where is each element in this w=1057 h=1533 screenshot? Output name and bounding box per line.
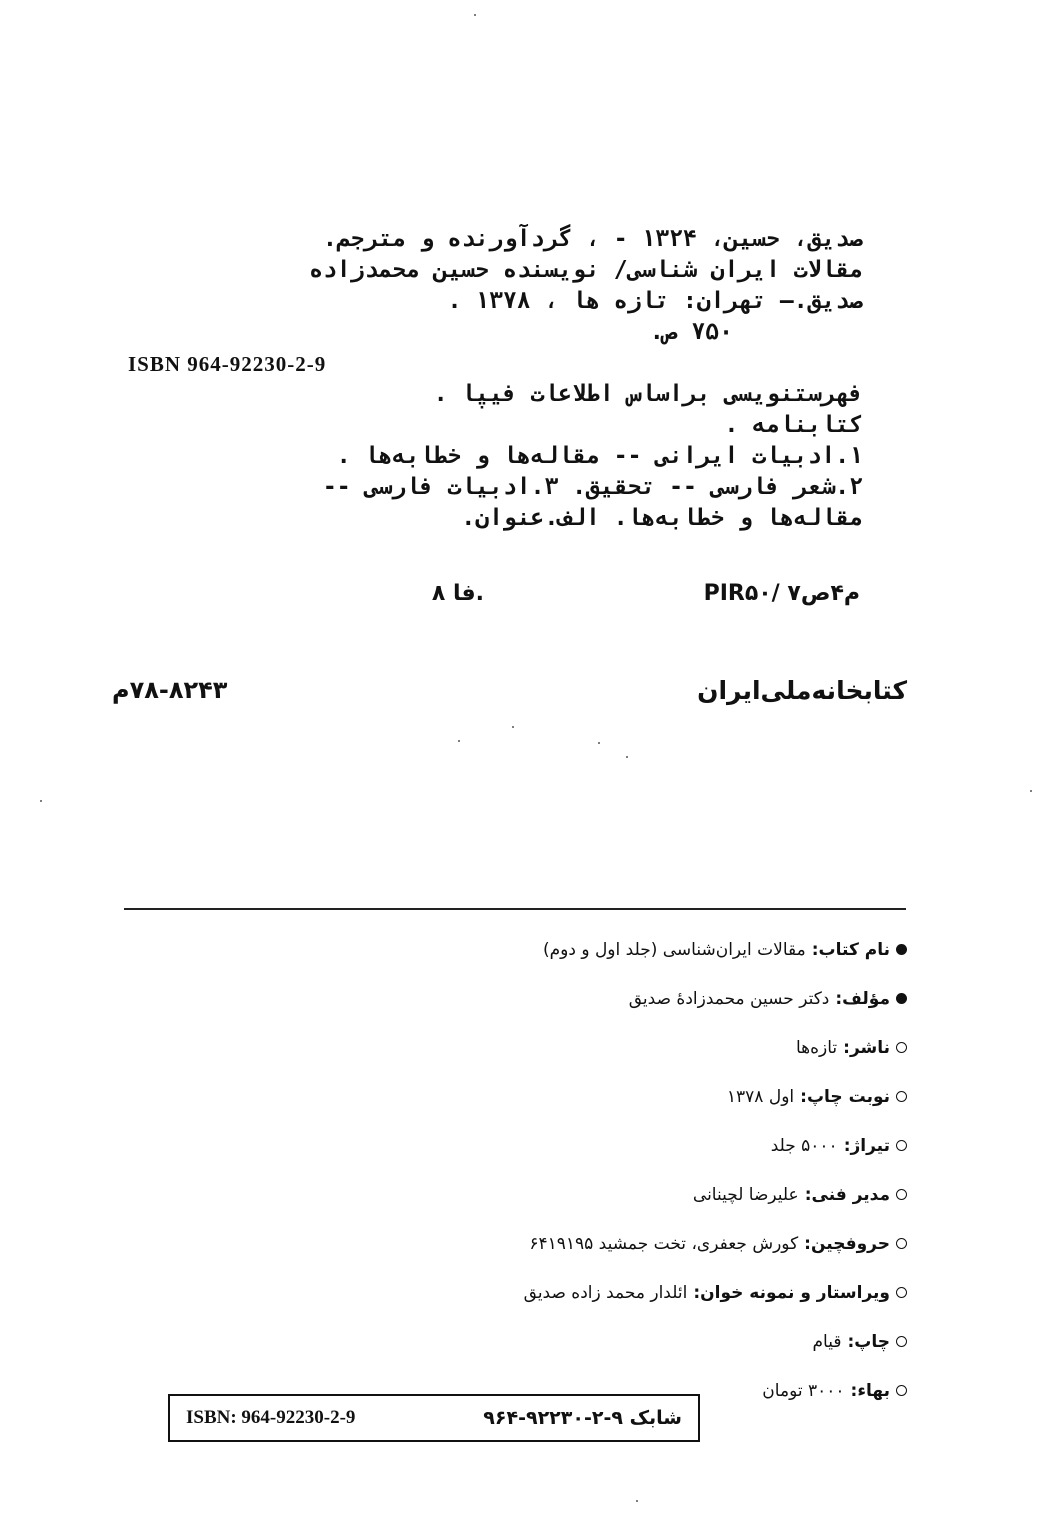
section-divider: [124, 908, 906, 910]
hollow-bullet-icon: [896, 1140, 907, 1151]
detail-value: مقالات ایران‌شناسی (جلد اول و دوم): [543, 939, 806, 960]
detail-book-title: [147, 925, 907, 974]
detail-value: کورش جعفری، تخت جمشید ۶۴۱۹۱۹۵: [529, 1233, 799, 1254]
detail-value: اول ۱۳۷۸: [726, 1086, 795, 1107]
detail-label: نوبت چاپ:: [800, 1086, 890, 1107]
detail-technical-manager: [147, 1170, 907, 1219]
detail-value: تازه‌ها: [795, 1037, 838, 1058]
detail-value: قیام: [812, 1331, 842, 1352]
detail-label: ویراستار و نمونه خوان:: [693, 1282, 890, 1303]
filled-bullet-icon: [896, 993, 907, 1004]
cip-subject-1: ۱.ادبیات ایرانی -- مقاله‌ها و خطابه‌ها .: [336, 443, 863, 469]
detail-label: مدیر فنی:: [804, 1184, 890, 1205]
detail-label: تیراژ:: [843, 1135, 890, 1156]
detail-label: مؤلف:: [835, 988, 890, 1009]
cip-subject-2: ۲.شعر فارسی -- تحقیق. ۳.ادبیات فارسی --: [322, 474, 863, 500]
national-library-number: ۷۸-۸۲۴۳م: [112, 676, 228, 704]
detail-typesetter: [147, 1219, 907, 1268]
cip-line-pages: ۷۵۰ ص.: [649, 319, 733, 345]
detail-value: ائلدار محمد زاده صدیق: [523, 1282, 688, 1303]
hollow-bullet-icon: [896, 1238, 907, 1249]
detail-author: [147, 974, 907, 1023]
cip-subject-3: مقاله‌ها و خطابه‌ها. الف.عنوان.: [461, 505, 863, 531]
detail-value: دکتر حسین محمدزادهٔ صدیق: [628, 988, 830, 1009]
hollow-bullet-icon: [896, 1336, 907, 1347]
cip-note-bibliography: کتابنامه .: [724, 412, 863, 438]
cip-note-fipa: فهرستنویسی براساس اطلاعات فیپا .: [433, 381, 863, 407]
cip-line-publisher: صدیق.— تهران: تازه ها ، ۱۳۷۸ .: [447, 288, 863, 314]
scan-speck: [636, 1500, 638, 1502]
scan-speck: [458, 740, 460, 742]
cip-block: [118, 224, 863, 534]
scan-speck: [626, 756, 628, 758]
detail-value: ۵۰۰۰ جلد: [770, 1135, 838, 1156]
detail-value: علیرضا لچینانی: [692, 1184, 799, 1205]
hollow-bullet-icon: [896, 1042, 907, 1053]
book-details: [147, 925, 907, 1415]
cip-line-author: صدیق، حسین، ۱۳۲۴ - ، گردآورنده و مترجم.: [322, 226, 863, 252]
detail-edition: [147, 1072, 907, 1121]
hollow-bullet-icon: [896, 1189, 907, 1200]
scan-speck: [1030, 790, 1032, 792]
classification-dewey: .فا ۸: [431, 581, 484, 606]
hollow-bullet-icon: [896, 1091, 907, 1102]
detail-label: حروفچین:: [804, 1233, 890, 1254]
detail-publisher: [147, 1023, 907, 1072]
detail-print-run: [147, 1121, 907, 1170]
detail-printing: [147, 1317, 907, 1366]
national-library-name: کتابخانه‌ملی‌ایران: [697, 676, 907, 705]
cip-isbn: ISBN 964-92230-2-9: [128, 352, 327, 376]
filled-bullet-icon: [896, 944, 907, 955]
detail-editor: [147, 1268, 907, 1317]
isbn-english: ISBN: 964-92230-2-9: [186, 1407, 356, 1428]
scan-speck: [474, 14, 476, 16]
scan-speck: [40, 800, 42, 802]
classification-number: PIR۵۰/ م۴ص۷: [703, 581, 860, 606]
detail-value: ۳۰۰۰ تومان: [762, 1380, 845, 1401]
detail-label: چاپ:: [847, 1331, 890, 1352]
detail-label: نام کتاب:: [811, 939, 890, 960]
hollow-bullet-icon: [896, 1287, 907, 1298]
cip-line-title: مقالات ایران شناسی/ نویسنده حسین محمدزاده: [309, 257, 863, 283]
isbn-box: [168, 1394, 700, 1442]
scan-speck: [598, 742, 600, 744]
detail-label: ناشر:: [843, 1037, 890, 1058]
scan-speck: [512, 726, 514, 728]
detail-label: بهاء:: [850, 1380, 890, 1401]
hollow-bullet-icon: [896, 1385, 907, 1396]
isbn-persian: شابک ۹-۲-۹۲۲۳۰-۹۶۴: [483, 1407, 682, 1429]
